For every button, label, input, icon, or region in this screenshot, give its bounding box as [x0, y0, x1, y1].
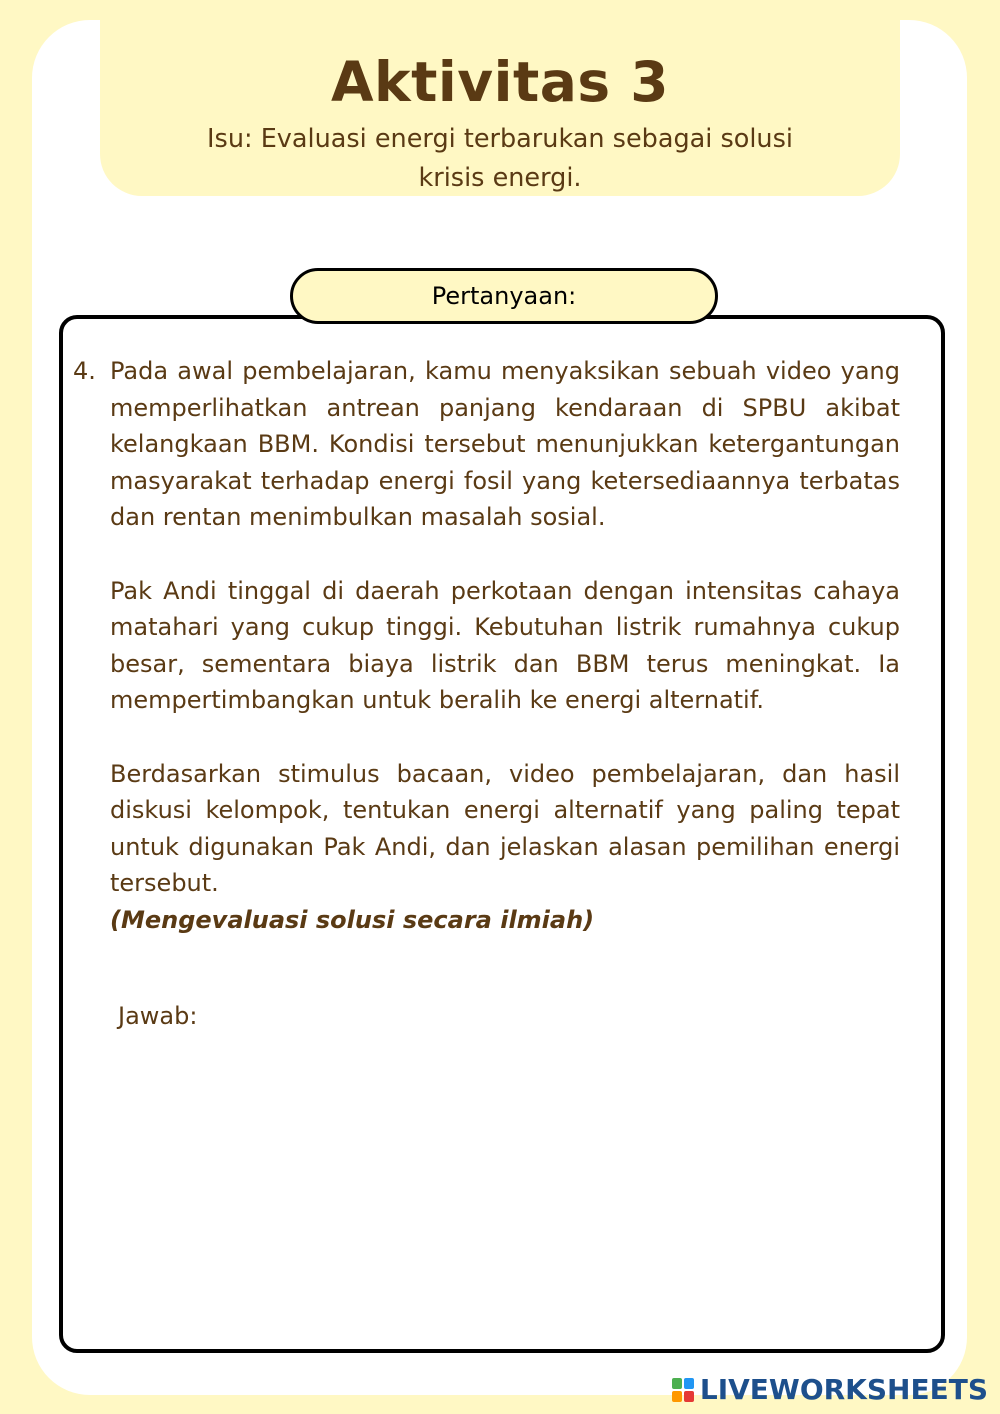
question-paragraph-3-text: Berdasarkan stimulus bacaan, video pembelajaran, dan hasil diskusi kelompok, tentukan energi alternatif yang paling tepat untuk digunakan Pak Andi, dan jelaskan alasan pemilihan energi tersebut.	[110, 759, 900, 898]
liveworksheets-wordmark: LIVEWORKSHEETS	[699, 1373, 988, 1406]
question-number: 4.	[73, 357, 96, 385]
issue-subtitle: Isu: Evaluasi energi terbarukan sebagai solusi krisis energi.	[207, 124, 793, 193]
page-title: Aktivitas 3	[330, 50, 670, 114]
question-label: Pertanyaan:	[290, 268, 718, 324]
question-paragraph-2: Pak Andi tinggal di daerah perkotaan dengan intensitas cahaya matahari yang cukup tinggi. Kebutuhan listrik rumahnya cukup besar, sementara biaya listrik dan BBM terus meningkat. Ia mempertimbangkan untuk beralih ke energi alternatif.	[110, 576, 900, 715]
answer-label: Jawab:	[118, 1002, 198, 1030]
liveworksheets-logo-icon	[672, 1378, 694, 1402]
question-text	[110, 353, 900, 939]
assessment-criterion: (Mengevaluasi solusi secara ilmiah)	[110, 905, 595, 934]
question-paragraph-3	[110, 756, 900, 939]
question-paragraph-1: Pada awal pembelajaran, kamu menyaksikan sebuah video yang memperlihatkan antrean panjang kendaraan di SPBU akibat kelangkaan BBM. Kondisi tersebut menunjukkan ketergantungan masyarakat terhadap energi fosil yang ketersediaannya terbatas dan rentan menimbulkan masalah sosial.	[110, 357, 900, 532]
liveworksheets-brand	[672, 1374, 988, 1406]
